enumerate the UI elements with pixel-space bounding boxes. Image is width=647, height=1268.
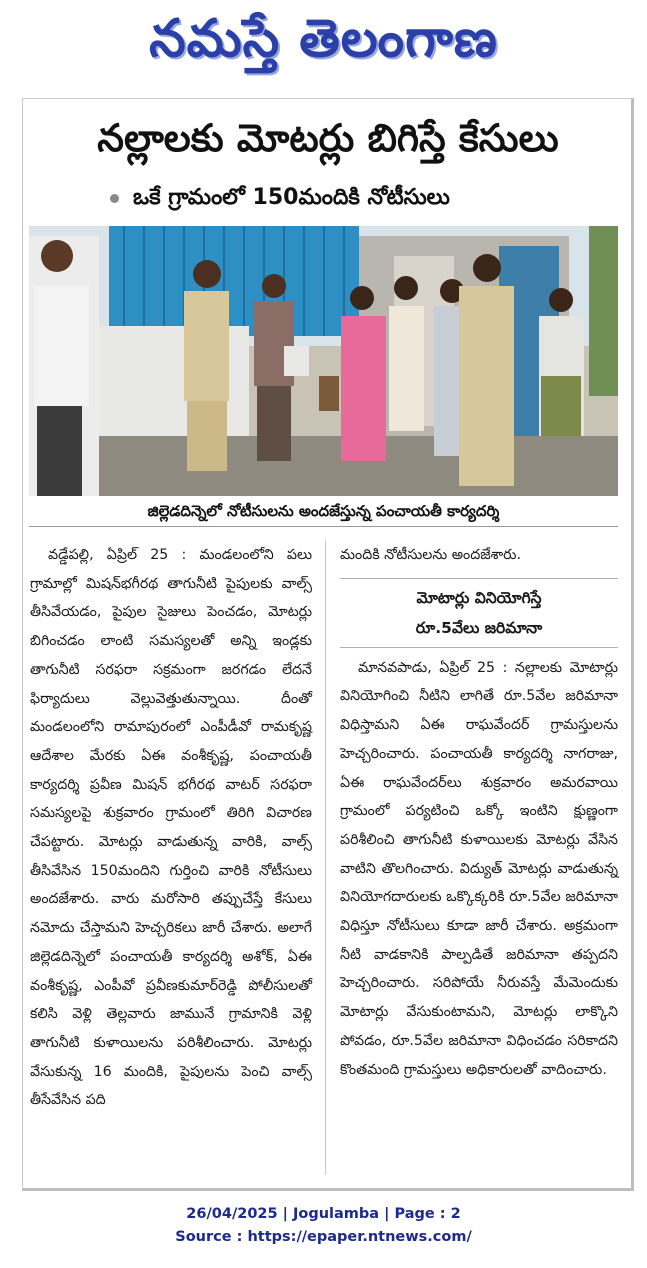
article-left-column	[30, 541, 312, 1115]
article-right-column	[340, 541, 618, 1084]
photo-caption: జిల్లెడదిన్నెలో నోటీసులను అందజేస్తున్న పంచాయతీ కార్యదర్శి	[29, 496, 618, 527]
article-right-body: మానవపాడు, ఏప్రిల్ 25 : నల్లాలకు మోటార్లు వినియోగించి నీటిని లాగితే రూ.5వేల జరిమానా విధిస్తామని ఏఈ రాఘవేందర్ గ్రామస్తులను హెచ్చరించారు. పంచాయతీ కార్యదర్శి నాగరాజు, ఏఈ రాఘవేందర్‌లు శుక్రవారం అమరవాయి గ్రామంలో పర్యటించి ఒక్కో ఇంటిని క్షుణ్ణంగా పరిశీలించి తాగునీటి కుళాయిలకు మోటర్లు వేసిన వాటిని తొలగించారు. విద్యుత్ మోటర్లు వాడుతున్న వినియోగదారులకు ఒక్కొక్కరికి రూ.5వేల జరిమానా విధిస్తూ నోటీసులు కూడా జారీ చేశారు. అక్రమంగా నీటి వాడకానికి పాల్పడితే జరిమానా తప్పదని హెచ్చరించారు. సరిపోయే నీరువస్తే మేమెందుకు మోటార్లు వేసుకుంటామని, మోటర్లు లాక్కొని పోవడం, రూ.5వేల జరిమానా విధించడం సరికాదని కొంతమంది గ్రామస్తులు అధికారులతో వాదించారు.	[340, 659, 618, 1078]
article-left-text: వడ్డేపల్లి, ఏప్రిల్ 25 : మండలంలోని పలు గ్రామాల్లో మిషన్‌భగీరథ తాగునీటి పైపులకు వాల్స్ తీసివేయడం, పైపుల సైజులు పెంచడం, మోటర్లు బిగించడం లాంటి సమస్యలతో అన్ని ఇండ్లకు తాగునీటి సరఫరా సక్రమంగా జరగడం లేదనే ఫిర్యాదులు వెల్లువెత్తుతున్నాయి. దీంతో మండలంలోని రామాపురంలో ఎంపీడీవో రామకృష్ణ ఆదేశాల మేరకు ఏఈ వంశీకృష్ణ, పంచాయతీ కార్యదర్శి ప్రవీణ మిషన్ భగీరథ వాటర్ సరఫరా సమస్యలపై శుక్రవారం గ్రామంలో తిరిగి విచారణ చేపట్టారు. మోటర్లు వాడుతున్న వారికి, వాల్స్ తీసివేసిన 150మందిని గుర్తించి వారికి నోటీసులు అందజేశారు. వారు మరోసారి తప్పుచేస్తే కేసులు నమోదు చేస్తామని హెచ్చరికలు జారీ చేశారు. అలాగే జిల్లెడదిన్నెలో పంచాయతీ కార్యదర్శి అశోక్, ఏఈ వంశీకృష్ణ, ఎంపీవో ప్రవీణకుమార్‌రెడ్డి పోలీసులతో కలిసి వెళ్లి తెల్లవారు జామునే గ్రామానికి వెళ్లి తాగునీటి కుళాయిలను పరిశీలించారు. మోటర్లు వేసుకున్న 16 మందికి, పైపులను పెంచి వాల్స్ తీసేవేసిన పది	[30, 547, 312, 1109]
sub-article-heading-line2: రూ.5వేలు జరిమానా	[340, 613, 618, 648]
subheadline-text: ఒకే గ్రామంలో 150మందికి నోటీసులు	[133, 185, 450, 210]
column-divider	[325, 540, 326, 1175]
news-photo-illustration	[29, 226, 618, 496]
footer-date-edition-page: 26/04/2025 | Jogulamba | Page : 2	[186, 1206, 461, 1222]
sub-article-heading-line1: మోటార్లు వినియోగిస్తే	[340, 578, 618, 613]
article-subheadline	[110, 182, 610, 214]
article-headline: నల్లాలకు మోటర్లు బిగిస్తే కేసులు	[97, 116, 559, 160]
bullet-dot-icon	[110, 194, 119, 203]
news-photo	[29, 226, 618, 496]
article-right-intro: మందికి నోటీసులను అందజేశారు.	[340, 547, 521, 563]
footer-source-link[interactable]: Source : https://epaper.ntnews.com/	[175, 1229, 472, 1245]
masthead-logo: నమస్తే తెలంగాణ	[149, 9, 498, 69]
